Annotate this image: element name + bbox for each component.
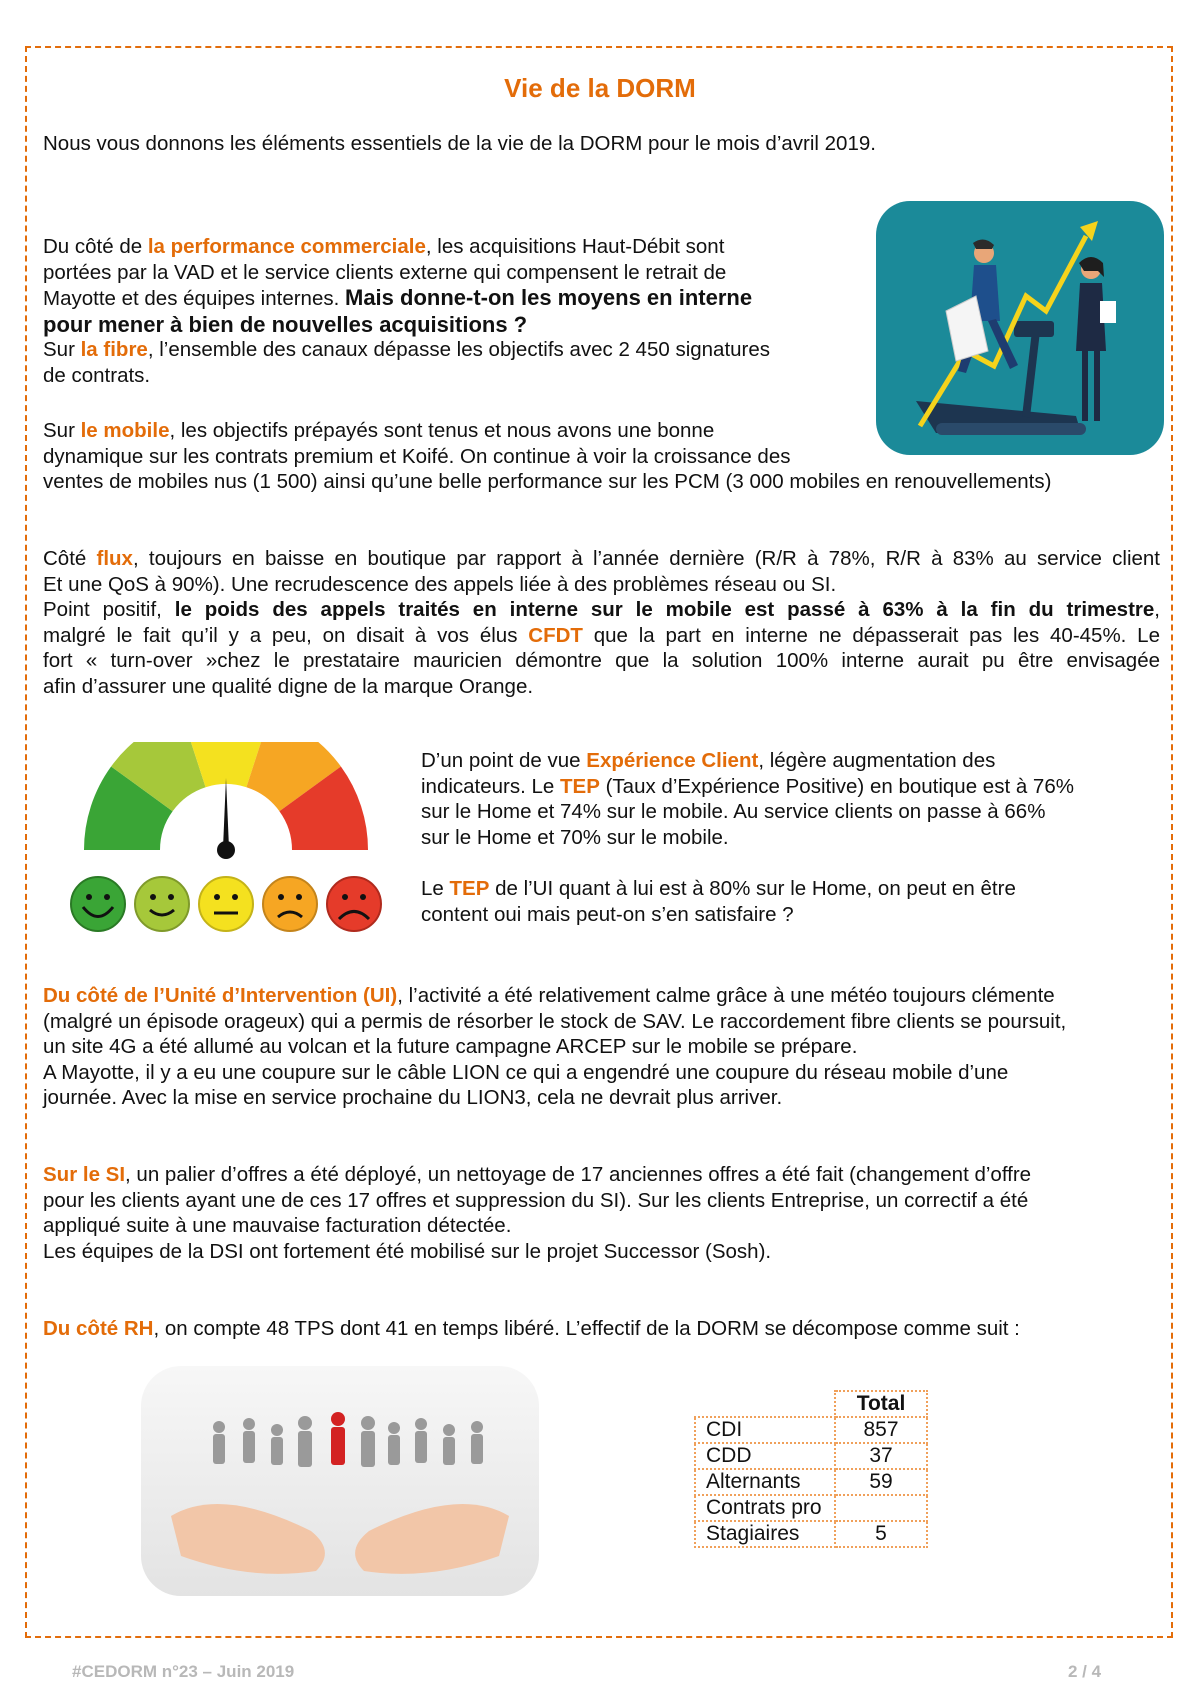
experience-text: (Taux d’Expérience Positive) en boutique est à 76% — [599, 774, 1074, 798]
table-row-label: Contrats pro — [695, 1495, 835, 1521]
flux-line-1 — [43, 546, 1160, 572]
experience-line-4: sur le Home et 70% sur le mobile. — [421, 825, 729, 849]
table-row-value: 37 — [835, 1443, 927, 1469]
footer-issue: #CEDORM n°23 – Juin 2019 — [72, 1662, 295, 1681]
experience-line-2 — [421, 774, 1074, 800]
commercial-highlight: la performance commerciale — [147, 235, 426, 258]
flux-text: Côté — [43, 547, 97, 570]
table-row-label: CDD — [695, 1443, 835, 1469]
page-title: Vie de la DORM — [504, 73, 696, 103]
ui-line-4: A Mayotte, il y a eu une coupure sur le câble LION ce qui a engendré une coupure du réseau mobile d’une — [43, 1060, 1009, 1084]
si-line-2: pour les clients ayant une de ces 17 offres et suppression du SI). Sur les clients Entreprise, un correctif a été — [43, 1188, 1029, 1212]
experience-text: D’un point de vue — [421, 749, 587, 772]
table-row-label: Stagiaires — [695, 1521, 835, 1547]
rh-paragraph — [43, 1316, 1020, 1342]
experience-text: indicateurs. Le — [421, 774, 561, 798]
ui-paragraph — [43, 983, 1066, 1111]
commercial-paragraph — [43, 234, 770, 389]
table-row — [695, 1443, 927, 1469]
intro-text: Nous vous donnons les éléments essentiels de la vie de la DORM pour le mois d’avril 2019. — [43, 132, 876, 155]
commercial-line-3 — [43, 285, 770, 312]
table-row-label: Alternants — [695, 1469, 835, 1495]
cfdt-highlight: CFDT — [528, 623, 583, 647]
experience-text: , légère augmentation des — [758, 749, 996, 772]
flux-line-3 — [43, 597, 1160, 623]
table-header-row — [695, 1391, 927, 1417]
table-row-value — [835, 1495, 927, 1521]
business-growth-illustration — [876, 201, 1164, 455]
flux-line-4 — [43, 623, 1160, 649]
si-line-3: appliqué suite à une mauvaise facturation détectée. — [43, 1214, 512, 1238]
smiley-very-happy-icon — [71, 877, 125, 931]
commercial-line-1 — [43, 234, 770, 260]
table-row — [695, 1495, 927, 1521]
treadmill-console — [1014, 321, 1054, 337]
table-row-value: 857 — [835, 1417, 927, 1443]
tep-highlight: TEP — [449, 876, 490, 900]
woman-leg-left — [1082, 351, 1088, 421]
si-line-1 — [43, 1162, 1031, 1188]
commercial-text: Du côté de — [43, 235, 148, 258]
ui-line-3: un site 4G a été allumé au volcan et la future campagne ARCEP sur le mobile se prépare. — [43, 1035, 858, 1059]
fibre-highlight: la fibre — [80, 338, 148, 362]
ui-highlight: Du côté de l’Unité d’Intervention (UI) — [43, 984, 398, 1007]
table-row — [695, 1417, 927, 1443]
table-row — [695, 1521, 927, 1547]
fibre-line-1 — [43, 337, 770, 363]
table-corner-cell — [695, 1391, 835, 1417]
fibre-line-2: de contrats. — [43, 363, 151, 387]
mobile-line-3: ventes de mobiles nus (1 500) ainsi qu’une belle performance sur les PCM (3 000 mobiles en renouvellements) — [43, 470, 1052, 494]
highlighted-figure — [331, 1412, 345, 1465]
mobile-line-2: dynamique sur les contrats premium et Koifé. On continue à voir la croissance des — [43, 444, 791, 468]
woman-leg-right — [1094, 351, 1100, 421]
experience-line-6: content oui mais peut-on s’en satisfaire ? — [421, 902, 794, 926]
rh-text: , on compte 48 TPS dont 41 en temps libéré. L’effectif de la DORM se décompose comme suit : — [153, 1317, 1020, 1340]
experience-text: de l’UI quant à lui est à 80% sur le Home, on peut en être — [489, 876, 1016, 900]
table-row-value: 59 — [835, 1469, 927, 1495]
people-in-hands-illustration — [141, 1366, 539, 1596]
table-row-label: CDI — [695, 1417, 835, 1443]
ui-line-2: (malgré un épisode orageux) qui a permis de résorber le stock de SAV. Le raccordement fibre clients se poursuit, — [43, 1009, 1067, 1033]
experience-spacer — [421, 850, 1074, 876]
commercial-bold: Mais donne-t-on les moyens en interne — [345, 285, 753, 311]
flux-text: , — [1154, 598, 1160, 622]
flux-text: que la part en interne ne dépasserait pas les 40-45%. Le — [582, 623, 1160, 647]
experience-line-3: sur le Home et 74% sur le mobile. Au service clients on passe à 66% — [421, 800, 1046, 824]
staff-table — [694, 1390, 928, 1548]
si-line-4: Les équipes de la DSI ont fortement été mobilisé sur le projet Successor (Sosh). — [43, 1239, 772, 1263]
commercial-text: , les acquisitions Haut-Débit sont — [425, 235, 725, 258]
flux-text: , toujours en baisse en boutique par rapport à l’année dernière (R/R à 78%, R/R à 83% au service client — [132, 547, 1160, 570]
experience-line-1 — [421, 748, 1074, 774]
mobile-line-1 — [43, 418, 1051, 444]
woman-tablet — [1100, 301, 1116, 323]
fibre-text: Sur — [43, 338, 81, 362]
flux-line-6: afin d’assurer une qualité digne de la marque Orange. — [43, 674, 534, 698]
rh-line-1 — [43, 1316, 1020, 1342]
flux-text: Point positif, — [43, 598, 175, 622]
mobile-text: Sur — [43, 419, 81, 442]
experience-line-5 — [421, 876, 1074, 902]
flux-line-5: fort « turn-over »chez le prestataire mauricien démontre que la solution 100% interne aurait pu être envisagée — [43, 649, 1160, 673]
flux-highlight: flux — [96, 547, 133, 570]
tep-highlight: TEP — [560, 774, 600, 798]
rh-highlight: Du côté RH — [43, 1317, 154, 1340]
satisfaction-gauge-illustration — [62, 742, 392, 934]
commercial-line-2: portées par la VAD et le service clients externe qui compensent le retrait de — [43, 260, 727, 284]
smiley-very-sad-icon — [327, 877, 381, 931]
flux-text: malgré le fait qu’il y a peu, on disait à vos élus — [43, 623, 529, 647]
flux-line-2: Et une QoS à 90%). Une recrudescence des appels liée à des problèmes réseau ou SI. — [43, 572, 837, 596]
mobile-paragraph — [43, 418, 1051, 495]
ui-line-5: journée. Avec la mise en service prochaine du LION3, cela ne devrait plus arriver. — [43, 1086, 783, 1110]
smiley-neutral-icon — [199, 877, 253, 931]
table-header-total: Total — [835, 1391, 927, 1417]
fibre-text: , l’ensemble des canaux dépasse les objectifs avec 2 450 signatures — [147, 338, 771, 362]
commercial-line-4: pour mener à bien de nouvelles acquisitions ? — [43, 311, 528, 337]
gauge-pivot — [217, 841, 235, 859]
intro-paragraph — [43, 131, 876, 157]
ui-text: , l’activité a été relativement calme grâce à une météo toujours clémente — [397, 984, 1055, 1007]
flux-paragraph — [43, 546, 1160, 700]
mobile-highlight: le mobile — [80, 419, 170, 442]
gauge-needle — [223, 778, 229, 848]
experience-highlight: Expérience Client — [586, 749, 759, 772]
table-row — [695, 1469, 927, 1495]
commercial-text: Mayotte et des équipes internes. — [43, 287, 345, 311]
si-highlight: Sur le SI — [43, 1163, 126, 1186]
ui-line-1 — [43, 983, 1066, 1009]
smiley-sad-icon — [263, 877, 317, 931]
smiley-happy-icon — [135, 877, 189, 931]
flux-bold: le poids des appels traités en interne sur le mobile est passé à 63% à la fin du trimestre — [174, 598, 1155, 622]
experience-paragraph — [421, 748, 1074, 927]
table-row-value: 5 — [835, 1521, 927, 1547]
si-paragraph — [43, 1162, 1031, 1264]
experience-text: Le — [421, 876, 450, 900]
si-text: , un palier d’offres a été déployé, un nettoyage de 17 anciennes offres a été fait (changement d’offre — [125, 1163, 1032, 1186]
mobile-text: , les objectifs prépayés sont tenus et nous avons une bonne — [169, 419, 715, 442]
footer-page-number: 2 / 4 — [1068, 1662, 1102, 1681]
